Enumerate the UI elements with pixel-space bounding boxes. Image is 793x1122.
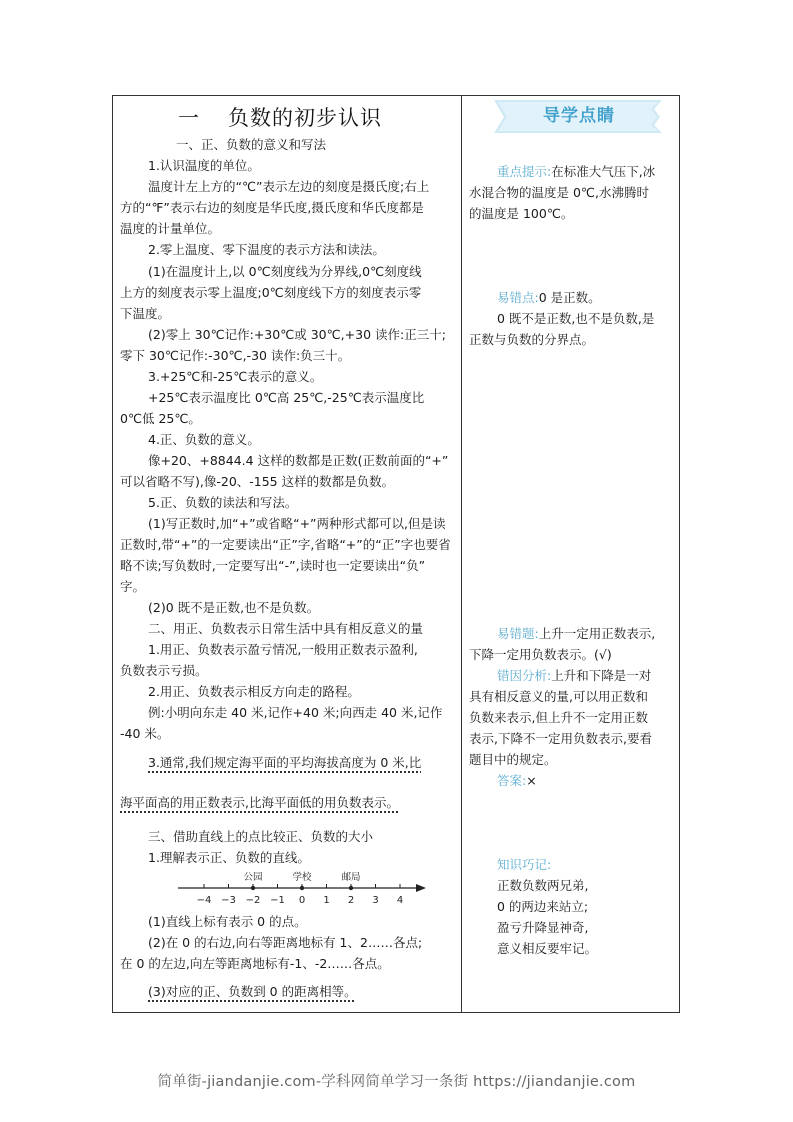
text-line: 像+20、+8844.4 这样的数都是正数(正数前面的“+” <box>148 453 449 468</box>
error-question-line: 下降一定用负数表示。(√) <box>469 647 612 662</box>
number-line-arrow <box>416 884 426 892</box>
text-line: 5.正、负数的读法和写法。 <box>148 495 298 510</box>
emphasized-text-line: 海平面高的用正数表示,比海平面低的用负数表示。 <box>120 795 399 810</box>
text-line: (1)写正数时,加“+”或省略“+”两种形式都可以,但是读 <box>148 516 446 531</box>
error-analysis-line: 题目中的规定。 <box>469 752 557 767</box>
error-analysis-line: 负数来表示,但上升不一定用正数 <box>469 710 648 725</box>
number-line-place-label: 邮局 <box>341 872 361 883</box>
text-line: 1.认识温度的单位。 <box>148 158 260 173</box>
text-line: 温度计左上方的“℃”表示左边的刻度是摄氏度;右上 <box>148 179 430 194</box>
text-line: 2.用正、负数表示相反方向走的路程。 <box>148 684 360 699</box>
error-analysis-line: 表示,下降不一定用负数表示,要看 <box>469 731 652 746</box>
section-2-heading: 二、用正、负数表示日常生活中具有相反意义的量 <box>148 621 424 636</box>
error-point-line <box>497 290 601 306</box>
emphasized-text-line: (3)对应的正、负数到 0 的距离相等。 <box>148 984 357 999</box>
page-title <box>178 102 382 132</box>
memory-rhyme-line: 盈亏升降显神奇, <box>497 920 589 935</box>
text-line: 负数表示亏损。 <box>120 663 208 678</box>
answer-label: 答案: <box>497 773 527 788</box>
key-point-line: 水混合物的温度是 0℃,水沸腾时 <box>469 185 649 200</box>
text-line: 1.理解表示正、负数的直线。 <box>148 850 310 865</box>
text-line: (2)在 0 的右边,向右等距离地标有 1、2……各点; <box>148 935 423 950</box>
number-line-tick-label: 3 <box>372 895 379 906</box>
number-line-tick-label: 1 <box>323 895 330 906</box>
emphasized-text-line: 3.通常,我们规定海平面的平均海拔高度为 0 米,比 <box>148 755 422 770</box>
key-point-label: 重点提示: <box>497 164 552 179</box>
number-line-tick-label: −1 <box>270 895 285 906</box>
text-line: 温度的计量单位。 <box>120 221 221 236</box>
banner-title: 导学点睛 <box>543 106 615 126</box>
text-line: +25℃表示温度比 0℃高 25℃,-25℃表示温度比 <box>148 390 425 405</box>
error-point-line: 正数与负数的分界点。 <box>469 332 595 347</box>
text-line: (2)零上 30℃记作:+30℃或 30℃,+30 读作:正三十; <box>148 327 446 342</box>
number-line-tick-label: −3 <box>221 895 236 906</box>
number-line-tick-label: −2 <box>245 895 261 906</box>
text-line: 零下 30℃记作:-30℃,-30 读作:负三十。 <box>120 348 351 363</box>
memory-rhyme-line: 0 的两边来站立; <box>497 899 589 914</box>
text-line: 略不读;写负数时,一定要写出“-”,读时也一定要读出“负” <box>120 558 426 573</box>
chapter-number: 一 <box>178 106 200 130</box>
text-line: -40 米。 <box>120 726 170 741</box>
text-line: 在 0 的左边,向左等距离地标有-1、-2……各点。 <box>120 956 390 971</box>
memory-rhyme-line: 正数负数两兄弟, <box>497 878 589 893</box>
page-footer: 简单街-jiandanjie.com-学科网简单学习一条街 https://jiandanjie.com <box>157 1074 636 1090</box>
number-line-figure <box>170 866 440 906</box>
text-line: 0℃低 25℃。 <box>120 411 201 426</box>
text-line: 字。 <box>120 579 146 594</box>
error-question-line <box>497 626 655 642</box>
text-line: 3.+25℃和-25℃表示的意义。 <box>148 369 323 384</box>
text-line: (1)直线上标有表示 0 的点。 <box>148 914 307 929</box>
number-line-tick-label: −4 <box>196 895 212 906</box>
text-line: 方的“℉”表示右边的刻度是华氏度,摄氏度和华氏度都是 <box>120 200 424 215</box>
text-line: 正数时,带“+”的一定要读出“正”字,省略“+”的“正”字也要省 <box>120 537 451 552</box>
text-line: 例:小明向东走 40 米,记作+40 米;向西走 40 米,记作 <box>148 705 443 720</box>
error-analysis-line <box>497 668 651 684</box>
error-analysis-label: 错因分析: <box>497 668 552 683</box>
number-line-point <box>349 886 353 890</box>
key-point-text: 在标准大气压下,冰 <box>551 164 656 179</box>
number-line-place-label: 学校 <box>292 872 312 883</box>
text-line: (1)在温度计上,以 0℃刻度线为分界线,0℃刻度线 <box>148 264 422 279</box>
section-1-heading: 一、正、负数的意义和写法 <box>176 137 327 152</box>
error-point-line: 0 既不是正数,也不是负数,是 <box>497 311 655 326</box>
text-line: 上方的刻度表示零上温度;0℃刻度线下方的刻度表示零 <box>120 285 422 300</box>
section-3-heading: 三、借助直线上的点比较正、负数的大小 <box>148 829 374 844</box>
key-point-line <box>497 164 655 180</box>
answer-line <box>497 773 537 789</box>
number-line-tick-label: 2 <box>347 895 355 906</box>
error-point-label: 易错点: <box>497 290 539 305</box>
number-line-place-label: 公园 <box>243 872 263 883</box>
error-question-text: 上升一定用正数表示, <box>538 626 656 641</box>
text-line: (2)0 既不是正数,也不是负数。 <box>148 600 320 615</box>
error-analysis-line: 具有相反意义的量,可以用正数和 <box>469 689 648 704</box>
text-line: 下温度。 <box>120 306 171 321</box>
answer-text: × <box>526 773 537 788</box>
text-line: 4.正、负数的意义。 <box>148 432 260 447</box>
key-point-line: 的温度是 100℃。 <box>469 206 574 221</box>
number-line-point <box>300 886 304 890</box>
memory-rhyme-line: 意义相反要牢记。 <box>497 941 598 956</box>
error-analysis-text: 上升和下降是一对 <box>551 668 652 683</box>
text-line: 2.零上温度、零下温度的表示方法和读法。 <box>148 242 385 257</box>
error-point-text: 0 是正数。 <box>538 290 601 305</box>
error-question-label: 易错题: <box>497 626 539 641</box>
number-line-tick-label: 4 <box>396 895 404 906</box>
number-line-tick-label: 0 <box>298 895 306 906</box>
memory-label: 知识巧记: <box>497 857 552 872</box>
column-divider <box>461 95 462 1013</box>
chapter-title: 负数的初步认识 <box>228 106 382 130</box>
number-line-point <box>251 886 255 890</box>
text-line: 可以省略不写),像-20、-155 这样的数都是负数。 <box>120 474 395 489</box>
text-line: 1.用正、负数表示盈亏情况,一般用正数表示盈利, <box>148 642 418 657</box>
